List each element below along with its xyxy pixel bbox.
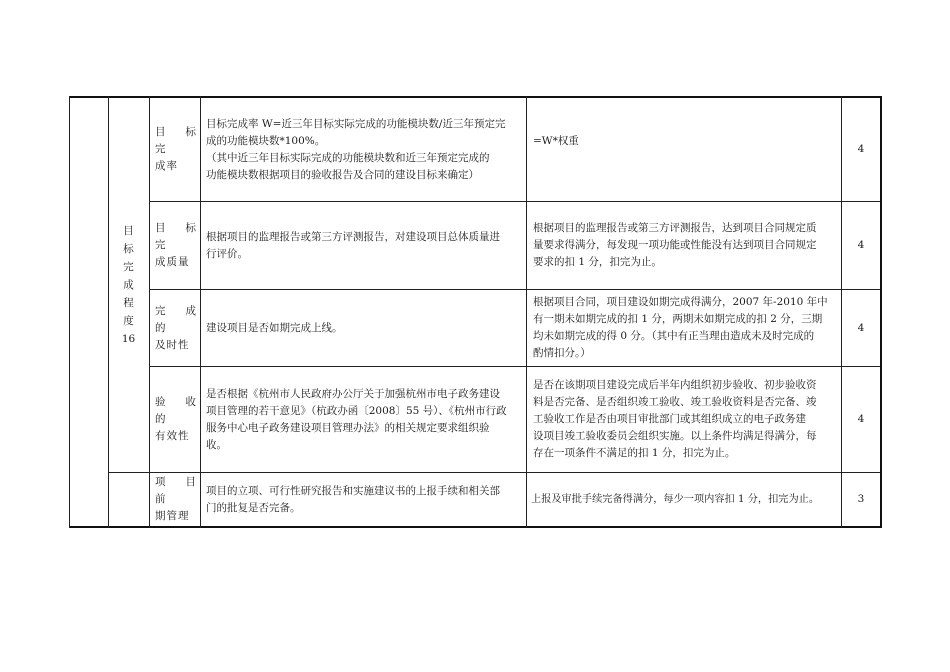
row-description: 根据项目的监理报告或第三方评测报告，对建设项目总体质量进 行评价。 <box>206 230 500 260</box>
category-char: 成 <box>123 279 134 291</box>
row-score: 4 <box>857 143 865 155</box>
row-label: 目 标 完 成率 <box>155 126 197 172</box>
row-criteria: 根据项目的监理报告或第三方评测报告，达到项目合同规定质 量要求得满分，每发现一项功能或性能没有达到项目合同规定 要求的扣 1 分，扣完为止。 <box>533 222 817 268</box>
category-score: 16 <box>121 333 136 345</box>
table-left-border <box>69 96 70 528</box>
column-divider <box>200 96 201 528</box>
row-criteria: 根据项目合同，项目建设如期完成得满分，2007 年-2010 年中 有一期未如期完成的扣 1 分，两期未如期完成的扣 2 分，三期 均未如期完成的得 0 分。（其中有正当理由造成未及时完成的 酌情扣分。） <box>533 296 828 359</box>
category-char: 程 <box>123 297 134 309</box>
row-score: 4 <box>857 321 865 334</box>
column-divider <box>526 96 527 528</box>
row-criteria: 上报及审批手续完备得满分，每少一项内容扣 1 分，扣完为止。 <box>531 494 820 505</box>
row-description: 目标完成率 W=近三年目标实际完成的功能模块数/近三年预定完 成的功能模块数*100%。 （其中近三年目标实际完成的功能模块数和近三年预定完成的 功能模块数根据项目的验收报告及合同的建设目标来确定） <box>206 117 506 181</box>
row-description: 是否根据《杭州市人民政府办公厅关于加强杭州市电子政务建设 项目管理的若干意见》（杭政办函〔2008〕55 号）、《杭州市行政 服务中心电子政务建设项目管理办法》的相关规定要求组织验 收。 <box>206 387 507 451</box>
row-criteria: =W*权重 <box>533 134 579 147</box>
row-description: 建设项目是否如期完成上线。 <box>206 321 343 334</box>
category-char: 标 <box>123 243 134 255</box>
row-label: 项 目 前 期管理 <box>155 476 197 522</box>
row-score: 3 <box>857 493 865 505</box>
row-label: 目 标 完 成质量 <box>155 222 197 268</box>
category-char: 目 <box>123 225 134 237</box>
row-description: 项目的立项、可行性研究报告和实施建议书的上报手续和相关部 门的批复是否完备。 <box>206 484 500 514</box>
category-cell <box>108 98 149 472</box>
row-criteria: 是否在该期项目建设完成后半年内组织初步验收、初步验收资 料是否完备、是否组织竣工验收、竣工验收资料是否完备、竣 工验收工作是否由项目审批部门或其组织成立的电子政务建 设项目竣工验收委员会组织实施。以上条件均满足得满分，每 存在一项条件不满足的扣 1 分，扣完为止。 <box>533 379 817 459</box>
row-score: 4 <box>857 239 865 251</box>
row-score: 4 <box>857 413 865 425</box>
category-char: 度 <box>123 315 134 327</box>
row-label: 验 收 的 有效性 <box>155 396 197 442</box>
column-divider <box>149 96 150 528</box>
table-right-border <box>880 96 882 528</box>
row-label: 完 成 的 及时性 <box>155 304 197 351</box>
category-char: 完 <box>123 261 134 273</box>
table-bottom-border <box>69 526 882 528</box>
